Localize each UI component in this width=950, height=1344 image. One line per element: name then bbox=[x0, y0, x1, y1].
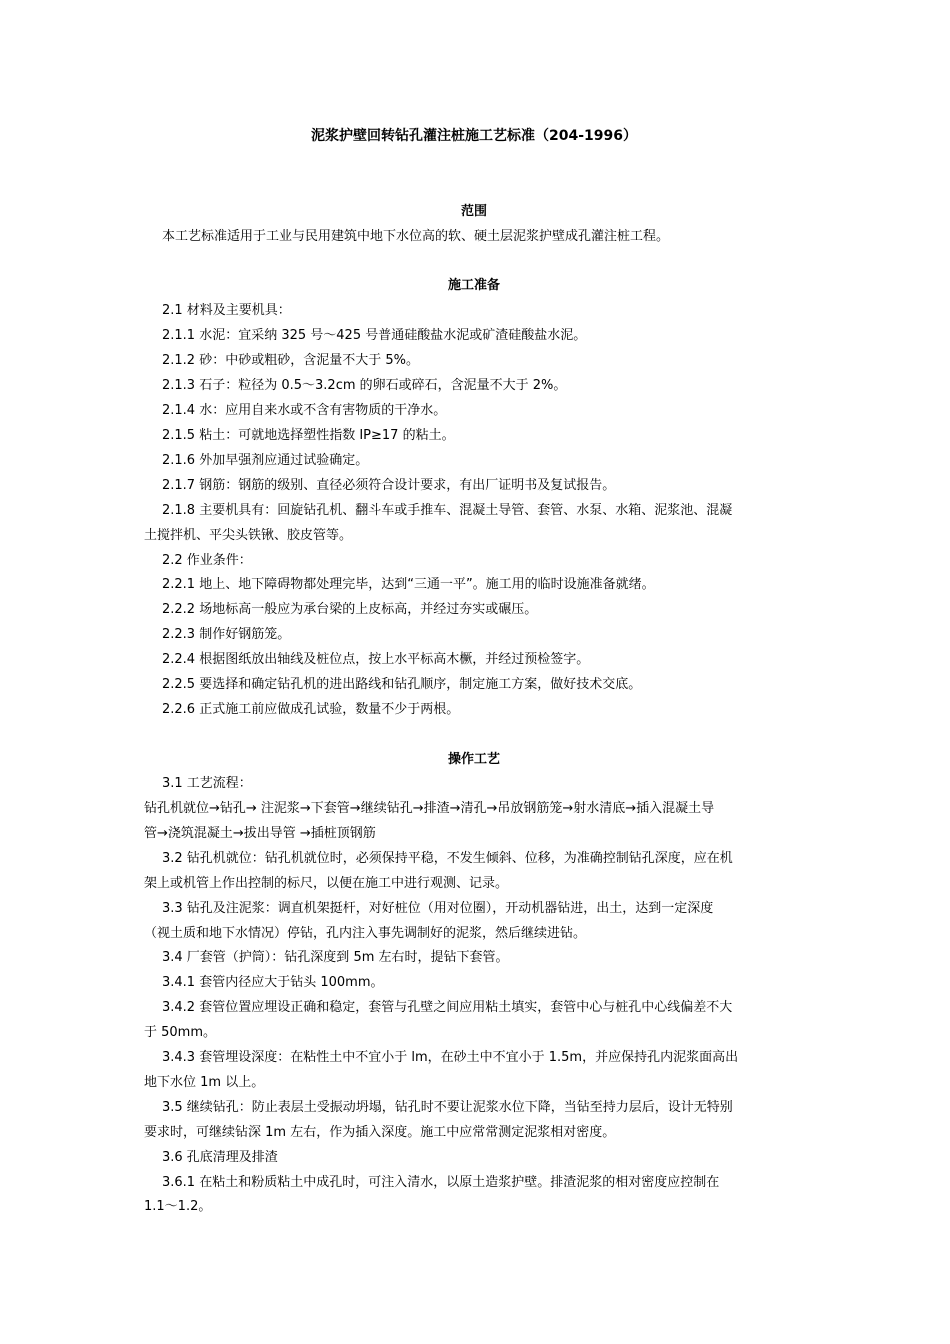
paragraph-line: 钻孔机就位→钻孔→ 注泥浆→下套管→继续钻孔→排渣→清孔→吊放钢筋笼→射水清底→插入混凝土导 bbox=[144, 801, 715, 816]
paragraph-line: 要求时，可继续钻深 1m 左右，作为插入深度。施工中应常常测定泥浆相对密度。 bbox=[144, 1125, 616, 1140]
paragraph-line: 2.1.3 石子：粒径为 0.5～3.2cm 的卵石或碎石，含泥量不大于 2%。 bbox=[162, 378, 567, 393]
paragraph-line: 2.1.1 水泥：宜采纳 325 号～425 号普通硅酸盐水泥或矿渣硅酸盐水泥。 bbox=[162, 328, 587, 343]
paragraph-line: 2.2 作业条件： bbox=[162, 553, 252, 568]
paragraph-line: 2.2.2 场地标高一般应为承台梁的上皮标高，并经过夯实或碾压。 bbox=[162, 602, 538, 617]
paragraph-line: 3.2 钻孔机就位：钻孔机就位时，必须保持平稳，不发生倾斜、位移，为准确控制钻孔深度，应在机 bbox=[162, 851, 733, 866]
section-heading-scope: 范围 bbox=[460, 204, 487, 219]
paragraph-line: 3.4.1 套管内径应大于钻头 100mm。 bbox=[162, 975, 384, 990]
paragraph-line: （视土质和地下水情况）停钻，孔内注入事先调制好的泥浆，然后继续进钻。 bbox=[144, 926, 587, 941]
paragraph-line: 3.3 钻孔及注泥浆：调直机架挺杆，对好桩位（用对位圈），开动机器钻进，出土，达到一定深度 bbox=[162, 901, 714, 916]
paragraph-line: 本工艺标准适用于工业与民用建筑中地下水位高的软、硬土层泥浆护壁成孔灌注桩工程。 bbox=[162, 229, 670, 244]
paragraph-line: 1.1～1.2。 bbox=[144, 1199, 212, 1214]
paragraph-line: 2.2.3 制作好钢筋笼。 bbox=[162, 627, 291, 642]
paragraph-line: 地下水位 1m 以上。 bbox=[144, 1075, 265, 1090]
paragraph-line: 3.1 工艺流程： bbox=[162, 776, 252, 791]
section-heading-ops: 操作工艺 bbox=[447, 752, 500, 767]
section-heading-prep: 施工准备 bbox=[447, 278, 500, 293]
paragraph-line: 3.6 孔底清理及排渣 bbox=[162, 1150, 278, 1165]
paragraph-line: 3.5 继续钻孔：防止表层土受振动坍塌，钻孔时不要让泥浆水位下降，当钻至持力层后，设计无特别 bbox=[162, 1100, 733, 1115]
paragraph-line: 3.6.1 在粘土和粉质粘土中成孔时，可注入清水，以原土造浆护壁。排渣泥浆的相对密度应控制在 bbox=[162, 1175, 720, 1190]
paragraph-line: 3.4.3 套管埋设深度：在粘性土中不宜小于 lm，在砂土中不宜小于 1.5m，并应保持孔内泥浆面高出 bbox=[162, 1050, 739, 1065]
paragraph-line: 3.4.2 套管位置应埋设正确和稳定，套管与孔壁之间应用粘土填实，套管中心与桩孔中心线偏差不大 bbox=[162, 1000, 733, 1015]
paragraph-line: 于 50mm。 bbox=[144, 1025, 217, 1040]
paragraph-line: 土搅拌机、平尖头铁锹、胶皮管等。 bbox=[144, 528, 353, 543]
paragraph-line: 2.2.1 地上、地下障碍物都处理完毕，达到“三通一平”。施工用的临时设施准备就绪。 bbox=[162, 577, 655, 592]
paragraph-line: 3.4 厂套管（护筒）：钻孔深度到 5m 左右时，提钻下套管。 bbox=[162, 950, 509, 965]
paragraph-line: 2.1.5 粘土：可就地选择塑性指数 IP≥17 的粘土。 bbox=[162, 428, 455, 443]
paragraph-line: 2.1.7 钢筋：钢筋的级别、直径必须符合设计要求，有出厂证明书及复试报告。 bbox=[162, 478, 616, 493]
paragraph-line: 架上或机管上作出控制的标尺，以便在施工中进行观测、记录。 bbox=[144, 876, 509, 891]
paragraph-line: 2.1.8 主要机具有：回旋钻孔机、翻斗车或手推车、混凝土导管、套管、水泵、水箱、泥浆池、混凝 bbox=[162, 503, 733, 518]
paragraph-line: 2.2.5 要选择和确定钻孔机的进出路线和钻孔顺序，制定施工方案，做好技术交底。 bbox=[162, 677, 642, 692]
paragraph-line: 管→浇筑混凝土→拔出导管 →插桩顶钢筋 bbox=[144, 826, 376, 841]
paragraph-line: 2.1 材料及主要机具： bbox=[162, 303, 291, 318]
paragraph-line: 2.1.2 砂：中砂或粗砂，含泥量不大于 5%。 bbox=[162, 353, 419, 368]
paragraph-line: 2.1.4 水：应用自来水或不含有害物质的干净水。 bbox=[162, 403, 447, 418]
paragraph-line: 2.2.6 正式施工前应做成孔试验，数量不少于两根。 bbox=[162, 702, 460, 717]
paragraph-line: 2.2.4 根据图纸放出轴线及桩位点，按上水平标高木橛，并经过预检签字。 bbox=[162, 652, 590, 667]
paragraph-line: 2.1.6 外加早强剂应通过试验确定。 bbox=[162, 453, 369, 468]
document-title: 泥浆护壁回转钻孔灌注桩施工艺标准（204-1996） bbox=[311, 128, 637, 144]
